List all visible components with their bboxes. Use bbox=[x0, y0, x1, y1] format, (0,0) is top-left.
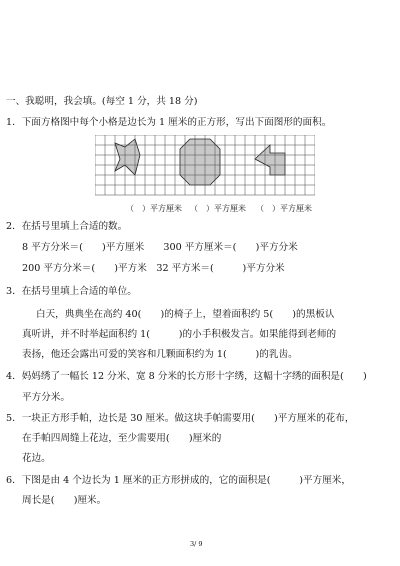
question-2: 2．在括号里填上合适的数。 bbox=[6, 221, 128, 232]
shape-fish bbox=[115, 139, 140, 175]
question-3-line-2[interactable]: 真听讲，并不时举起面积约 1( )的小手积极发言。如果能得到老师的 bbox=[22, 329, 337, 340]
question-2-row-1[interactable]: 8 平方分米＝( )平方厘米 300 平方厘米＝( )平方分米 bbox=[22, 242, 298, 253]
area-grid-figure bbox=[95, 135, 315, 197]
question-1: 1．下面方格图中每个小格是边长为 1 厘米的正方形，写出下面图形的面积。 bbox=[6, 117, 332, 128]
question-5-line-1[interactable]: 5．一块正方形手帕，边长是 30 厘米。做这块手帕需要用( )平方厘米的花布， bbox=[6, 413, 355, 424]
question-3-line-1[interactable]: 白天，典典坐在高约 40( )的椅子上，望着面积约 5( )的黑板认 bbox=[36, 309, 335, 320]
question-5-line-3: 花边。 bbox=[22, 453, 51, 464]
answer-blank-shape-1[interactable]: （ ）平方厘米 bbox=[126, 204, 182, 213]
question-3-line-3[interactable]: 表扬，他还会露出可爱的笑容和几颗面积约为 1( )的乳齿。 bbox=[22, 349, 298, 360]
question-3: 3．在括号里填上合适的单位。 bbox=[6, 286, 137, 297]
question-4-line-2: 平方分米。 bbox=[22, 392, 70, 403]
answer-blank-shape-2[interactable]: （ ）平方厘米 bbox=[190, 204, 246, 213]
section-title: 一、我聪明，我会填。(每空 1 分，共 18 分) bbox=[6, 96, 198, 107]
question-6-line-1[interactable]: 6．下图是由 4 个边长为 1 厘米的正方形拼成的，它的面积是( )平方厘米， bbox=[6, 475, 351, 486]
question-2-row-2[interactable]: 200 平方分米＝( )平方米 32 平方米＝( )平方分米 bbox=[22, 263, 285, 274]
question-6-line-2[interactable]: 周长是( )厘米。 bbox=[22, 495, 107, 506]
shape-octagon bbox=[180, 139, 220, 185]
question-4-line-1[interactable]: 4．妈妈绣了一幅长 12 分米、宽 8 分米的长方形十字绣，这幅十字绣的面积是( ) bbox=[6, 371, 367, 382]
page-number: 3/ 9 bbox=[190, 540, 203, 548]
question-5-line-2[interactable]: 在手帕四周缝上花边，至少需要用( )厘米的 bbox=[22, 433, 222, 444]
shape-arrow-flag bbox=[255, 145, 285, 175]
grid-lines bbox=[95, 135, 315, 195]
answer-blank-shape-3[interactable]: （ ）平方厘米 bbox=[256, 204, 312, 213]
